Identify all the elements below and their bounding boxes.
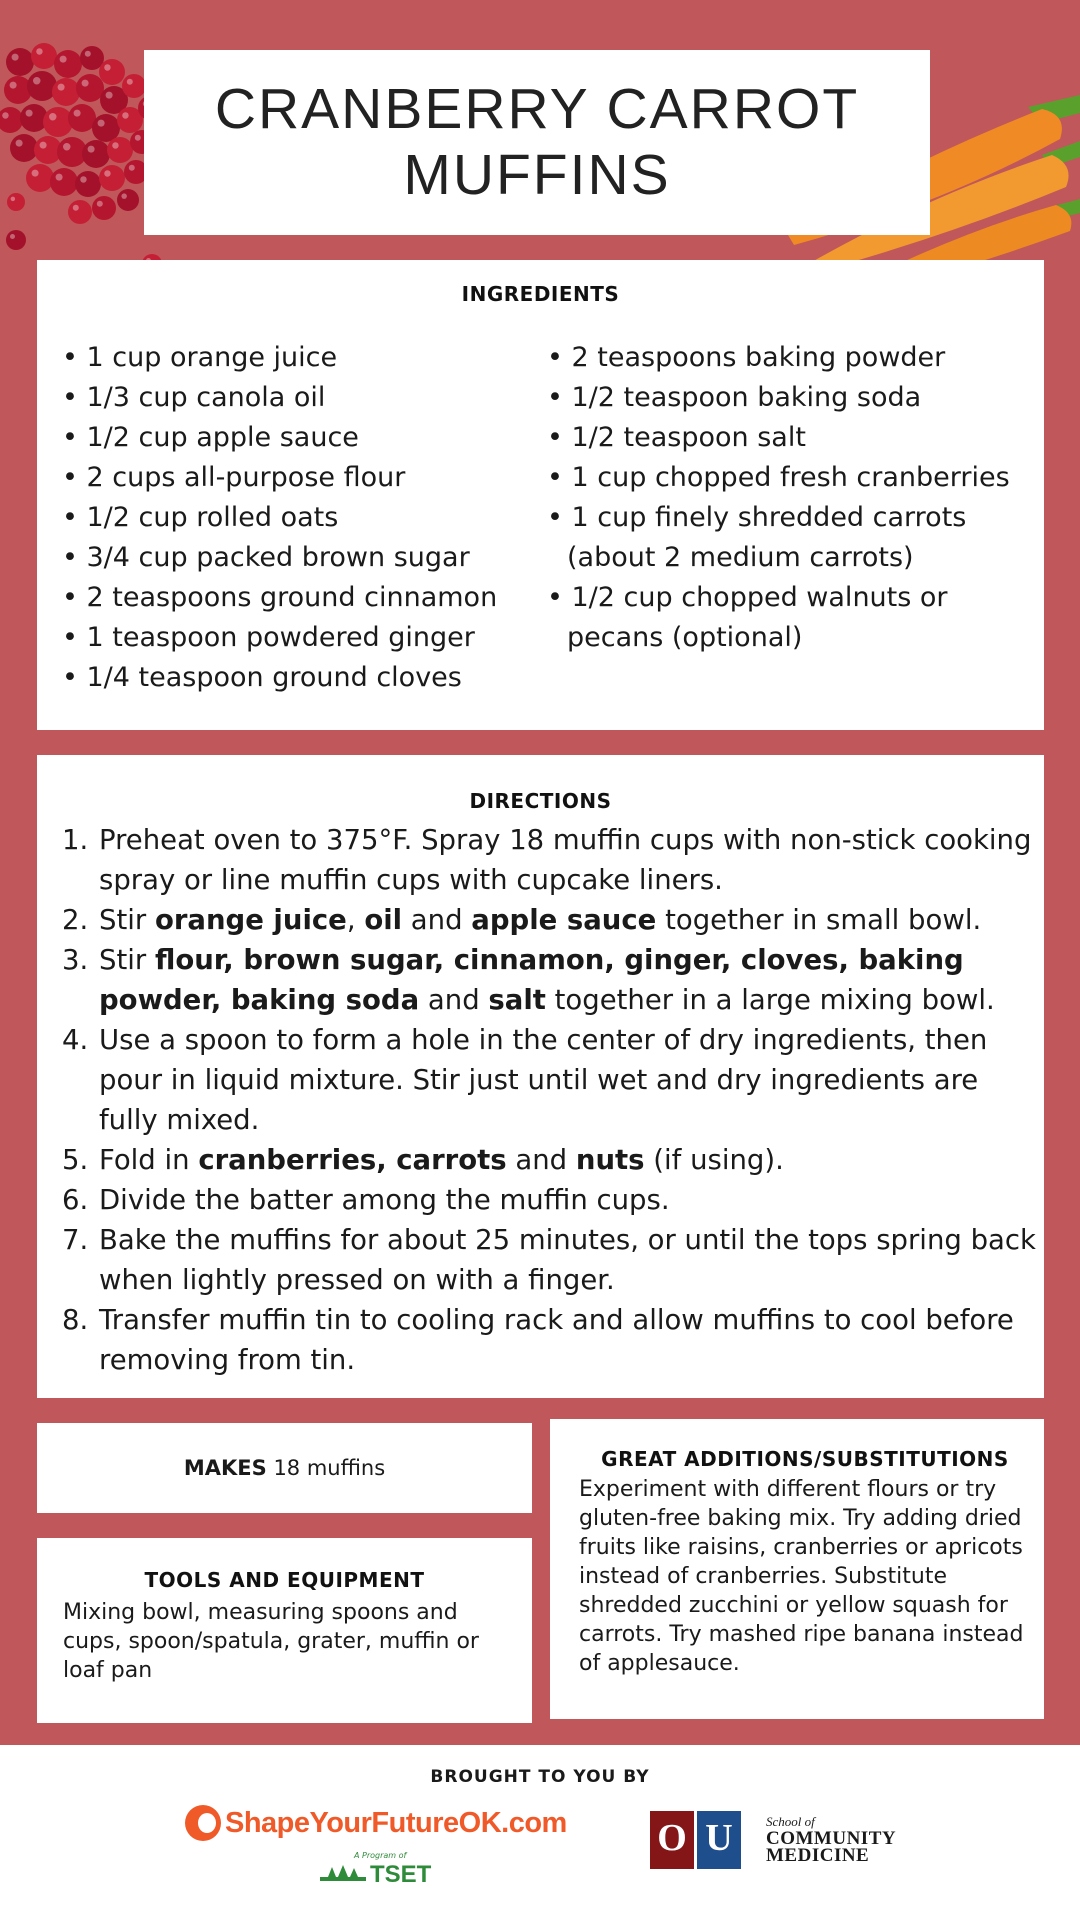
tset-text: TSET [370, 1861, 432, 1888]
makes-label: MAKES [183, 1456, 267, 1480]
tools-card [37, 1538, 532, 1723]
ingredients-card [37, 260, 1044, 730]
direction-step [62, 1220, 1037, 1300]
ingredient-item: • 1/2 cup chopped walnuts or [547, 582, 948, 613]
additions-text: Experiment with different flours or try gluten-free baking mix. Try adding dried fruits like raisins, cranberries or apricots instead of cranberries. Substitute shredded zucchini or yellow squash for carrots. Try mashed ripe banana instead of applesauce. [579, 1477, 1024, 1676]
direction-step [62, 1020, 1037, 1140]
step-keyword: apple sauce [471, 904, 657, 936]
ingredient-item: • 1 teaspoon powdered ginger [62, 622, 475, 653]
step-text: Transfer muffin tin to cooling rack and allow muffins to cool before removing from tin. [99, 1304, 1014, 1376]
step-text: , [346, 904, 365, 936]
ingredient-item: • 1 cup finely shredded carrots [547, 502, 967, 533]
ou-u-mark [697, 1811, 741, 1869]
shapeyourfuture-text: ShapeYourFutureOK.com [225, 1806, 567, 1839]
step-number: 7. [62, 1224, 89, 1256]
step-keyword: nuts [575, 1144, 645, 1176]
ou-u-letter: U [705, 1817, 733, 1859]
step-keyword: cranberries, carrots [198, 1144, 507, 1176]
ingredient-item: • 1/2 cup apple sauce [62, 422, 359, 453]
step-keyword: salt [488, 984, 546, 1016]
ingredient-item: • 1 cup orange juice [62, 342, 338, 373]
directions-heading: DIRECTIONS [469, 789, 612, 813]
ingredient-continuation: (about 2 medium carrots) [567, 542, 914, 573]
step-text: together in a large mixing bowl. [545, 984, 995, 1016]
additions-card [550, 1419, 1044, 1719]
step-text: Stir [99, 904, 155, 936]
step-number: 6. [62, 1184, 89, 1216]
footer [0, 1745, 1080, 1920]
ingredient-continuation: pecans (optional) [567, 622, 803, 653]
ingredient-item: • 1/4 teaspoon ground cloves [62, 662, 462, 693]
ingredient-item: • 3/4 cup packed brown sugar [62, 542, 470, 573]
ingredient-item: • 1/3 cup canola oil [62, 382, 326, 413]
ingredient-item-continued [547, 538, 1010, 578]
step-number: 4. [62, 1024, 89, 1056]
step-text: and [506, 1144, 576, 1176]
step-number: 8. [62, 1304, 89, 1336]
makes-card [37, 1423, 532, 1513]
page-title [144, 50, 930, 208]
step-keyword: orange juice [154, 904, 347, 936]
step-number: 3. [62, 944, 89, 976]
ou-school-name [766, 1813, 896, 1864]
direction-step [62, 1300, 1037, 1380]
direction-step [62, 1180, 1037, 1220]
step-keyword: flour, brown sugar, cinnamon, ginger, cloves, baking powder, baking soda [99, 944, 964, 1016]
title-line-2: MUFFINS [403, 143, 671, 207]
direction-step [62, 820, 1037, 900]
step-text: together in small bowl. [656, 904, 982, 936]
ingredient-item: • 2 cups all-purpose flour [62, 462, 406, 493]
ingredient-item-continued [547, 618, 1010, 658]
ou-line-1: School of [766, 1814, 815, 1829]
step-number: 5. [62, 1144, 89, 1176]
directions-list [62, 820, 1037, 1380]
step-text: Use a spoon to form a hole in the center of dry ingredients, then pour in liquid mixture. Stir just until wet and dry ingredients are fully mixed. [99, 1024, 988, 1136]
ingredient-item: • 1/2 teaspoon salt [547, 422, 806, 453]
title-line-1: CRANBERRY CARROT [214, 77, 860, 141]
ingredient-item: • 1/2 teaspoon baking soda [547, 382, 922, 413]
makes-value: 18 muffins [273, 1456, 386, 1480]
ingredient-item: • 1 cup chopped fresh cranberries [547, 462, 1010, 493]
ingredients-list-right [547, 338, 1010, 658]
brought-to-you-by: BROUGHT TO YOU BY [430, 1767, 650, 1787]
step-text: (if using). [644, 1144, 784, 1176]
step-text: and [402, 904, 472, 936]
shapeyourfuture-logo[interactable] [185, 1805, 567, 1841]
direction-step [62, 940, 1037, 1020]
step-text: Preheat oven to 375°F. Spray 18 muffin cups with non-stick cooking spray or line muffin cups with cupcake liners. [99, 824, 1032, 896]
ingredients-list-left [62, 338, 497, 698]
tools-text: Mixing bowl, measuring spoons and cups, spoon/spatula, grater, muffin or loaf pan [63, 1600, 479, 1683]
ou-o-letter: O [657, 1817, 687, 1859]
step-text: Fold in [99, 1144, 199, 1176]
tset-logo [318, 1851, 458, 1891]
step-number: 1. [62, 824, 89, 856]
ou-community-medicine-logo [650, 1811, 910, 1875]
title-card [144, 50, 930, 235]
step-text: Divide the batter among the muffin cups. [99, 1184, 670, 1216]
ingredient-item: • 1/2 cup rolled oats [62, 502, 339, 533]
direction-step [62, 1140, 1037, 1180]
ingredient-item: • 2 teaspoons baking powder [547, 342, 946, 373]
tset-leaf-icon [320, 1865, 366, 1885]
ou-line-2: COMMUNITY [766, 1828, 897, 1849]
ingredients-heading: INGREDIENTS [461, 282, 620, 306]
shapeyourfuture-icon [185, 1805, 221, 1841]
direction-step [62, 900, 1037, 940]
step-text: and [419, 984, 489, 1016]
tools-heading: TOOLS AND EQUIPMENT [144, 1568, 425, 1592]
step-number: 2. [62, 904, 89, 936]
step-text: Stir [99, 944, 155, 976]
ingredient-item: • 2 teaspoons ground cinnamon [62, 582, 498, 613]
step-text: Bake the muffins for about 25 minutes, or until the tops spring back when lightly pressed on with a finger. [99, 1224, 1036, 1296]
step-keyword: oil [364, 904, 403, 936]
directions-card [37, 755, 1044, 1398]
additions-heading: GREAT ADDITIONS/SUBSTITUTIONS [601, 1447, 1009, 1471]
ou-line-3: MEDICINE [766, 1845, 870, 1866]
ou-o-mark [650, 1811, 694, 1869]
tset-program-label: A Program of [354, 1851, 407, 1860]
